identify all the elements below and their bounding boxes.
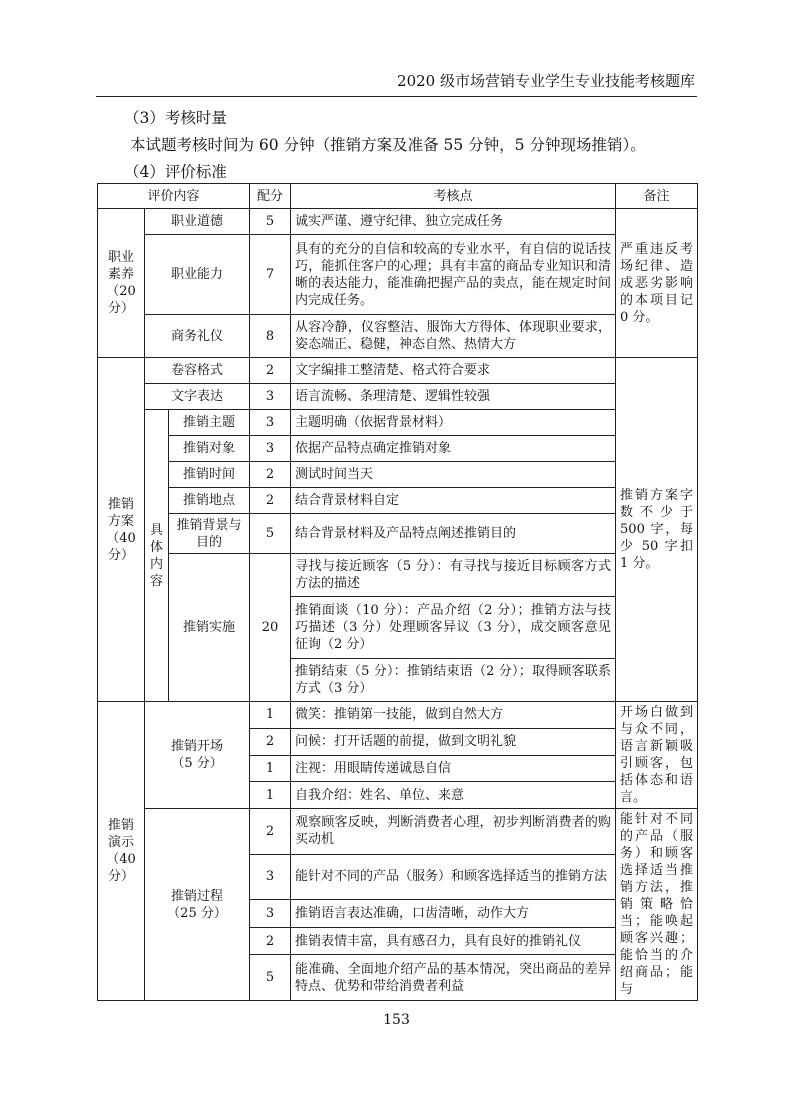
- item-point: 结合背景材料自定: [291, 488, 616, 514]
- table-row: [98, 436, 698, 462]
- item-point: 寻找与接近顾客（5 分）：有寻找与接近目标顾客方式方法的描述: [291, 554, 616, 597]
- table-row: [98, 410, 698, 436]
- item-score: 2: [250, 358, 291, 384]
- section3-heading: （3）考核时量: [124, 109, 227, 127]
- remark-professional: 严重违反考场纪律、造成恶劣影响的本项目记 0 分。: [616, 209, 698, 358]
- item-score: 3: [250, 410, 291, 436]
- item-score: 8: [250, 315, 291, 358]
- table-row: [98, 488, 698, 514]
- item-name: 推销过程 （25 分）: [145, 809, 250, 1001]
- section3-text: 本试题考核时间为 60 分钟（推销方案及准备 55 分钟，5 分钟现场推销）。: [130, 136, 646, 154]
- item-point: 能针对不同的产品（服务）和顾客选择适当的推销方法: [291, 854, 616, 900]
- item-name: 卷容格式: [145, 358, 250, 384]
- item-point: 依据产品特点确定推销对象: [291, 436, 616, 462]
- item-score: 2: [250, 728, 291, 755]
- header-points: 考核点: [291, 184, 616, 209]
- table-row: [98, 809, 698, 855]
- item-name: 推销时间: [169, 462, 250, 488]
- item-score: 3: [250, 436, 291, 462]
- header-remark: 备注: [616, 184, 698, 209]
- table-row: [98, 554, 698, 597]
- item-point: 结合背景材料及产品特点阐述推销目的: [291, 514, 616, 554]
- item-score: 3: [250, 900, 291, 928]
- item-name: 推销对象: [169, 436, 250, 462]
- item-score: 7: [250, 235, 291, 315]
- table-row: [98, 358, 698, 384]
- header-score: 配分: [250, 184, 291, 209]
- item-name: 文字表达: [145, 384, 250, 410]
- page-number: 153: [383, 1012, 410, 1028]
- item-name: 推销主题: [169, 410, 250, 436]
- table-row: [98, 235, 698, 315]
- item-point: 推销表情丰富，具有感召力，具有良好的推销礼仪: [291, 927, 616, 955]
- item-score: 2: [250, 462, 291, 488]
- page-header: 2020 级市场营销专业学生专业技能考核题库: [397, 72, 695, 90]
- item-point: 文字编排工整清楚、格式符合要求: [291, 358, 616, 384]
- group-label-professional: 职业 素养 （20 分）: [98, 209, 145, 358]
- evaluation-table: [97, 183, 698, 1001]
- group-label-demo: 推销 演示 （40 分）: [98, 702, 145, 1001]
- item-point: 主题明确（依据背景材料）: [291, 410, 616, 436]
- item-point: 从容冷静，仪容整洁、服饰大方得体、体现职业要求，姿态端正、稳健，神态自然、热情大方: [291, 315, 616, 358]
- item-score: 5: [250, 209, 291, 235]
- table-row: [98, 702, 698, 729]
- remark-plan: 推销方案字数不少于 500 字，每少 50 字扣 1 分。: [616, 358, 698, 702]
- header-content: 评价内容: [98, 184, 250, 209]
- item-score: 1: [250, 755, 291, 782]
- item-point: 推销面谈（10 分）：产品介绍（2 分）；推销方法与技巧描述（3 分）处理顾客异议（3 分），成交顾客意见征询（2 分）: [291, 597, 616, 659]
- table-row: [98, 462, 698, 488]
- section4-heading: （4）评价标准: [124, 163, 227, 181]
- item-point: 推销结束（5 分）：推销结束语（2 分）；取得顾客联系方式（3 分）: [291, 659, 616, 702]
- table-row: [98, 384, 698, 410]
- table-row: [98, 315, 698, 358]
- item-name: 商务礼仪: [145, 315, 250, 358]
- item-name: 推销实施: [169, 554, 250, 702]
- item-score: 1: [250, 702, 291, 729]
- item-name: 职业能力: [145, 235, 250, 315]
- item-score: 3: [250, 384, 291, 410]
- item-point: 测试时间当天: [291, 462, 616, 488]
- item-point: 诚实严谨、遵守纪律、独立完成任务: [291, 209, 616, 235]
- item-point: 具有的充分的自信和较高的专业水平，有自信的说话技巧，能抓住客户的心理；具有丰富的商品专业知识和清晰的表达能力，能准确把握产品的卖点，能在规定时间内完成任务。: [291, 235, 616, 315]
- item-score: 2: [250, 927, 291, 955]
- item-score: 1: [250, 782, 291, 809]
- item-point: 推销语言表达准确，口齿清晰，动作大方: [291, 900, 616, 928]
- item-point: 能准确、全面地介绍产品的基本情况，突出商品的差异特点、优势和带给消费者利益: [291, 955, 616, 1001]
- table-row: [98, 209, 698, 235]
- remark-opening: 开场白做到与众不同，语言新颖吸引顾客，包括体态和语言。: [616, 702, 698, 809]
- item-score: 3: [250, 854, 291, 900]
- item-score: 5: [250, 955, 291, 1001]
- item-point: 微笑：推销第一技能，做到自然大方: [291, 702, 616, 729]
- item-name: 推销背景与目的: [169, 514, 250, 554]
- remark-process: 能针对不同的产品（服务）和顾客选择适当推销方法，推销策略恰当；能唤起顾客兴趣；能恰当的介绍商品；能与: [616, 809, 698, 1001]
- item-score: 20: [250, 554, 291, 702]
- item-point: 语言流畅、条理清楚、逻辑性较强: [291, 384, 616, 410]
- sub-label-content: 具 体 内 容: [145, 410, 169, 702]
- item-name: 推销地点: [169, 488, 250, 514]
- item-score: 2: [250, 488, 291, 514]
- item-name: 推销开场 （5 分）: [145, 702, 250, 809]
- item-point: 自我介绍：姓名、单位、来意: [291, 782, 616, 809]
- item-name: 职业道德: [145, 209, 250, 235]
- item-point: 问候：打开话题的前提，做到文明礼貌: [291, 728, 616, 755]
- item-point: 观察顾客反映，判断消费者心理，初步判断消费者的购买动机: [291, 809, 616, 855]
- item-score: 5: [250, 514, 291, 554]
- item-score: 2: [250, 809, 291, 855]
- header-rule: [96, 96, 697, 97]
- group-label-plan: 推销 方案 （40 分）: [98, 358, 145, 702]
- table-row: [98, 514, 698, 554]
- table-header-row: [98, 184, 698, 209]
- item-point: 注视：用眼睛传递诚恳自信: [291, 755, 616, 782]
